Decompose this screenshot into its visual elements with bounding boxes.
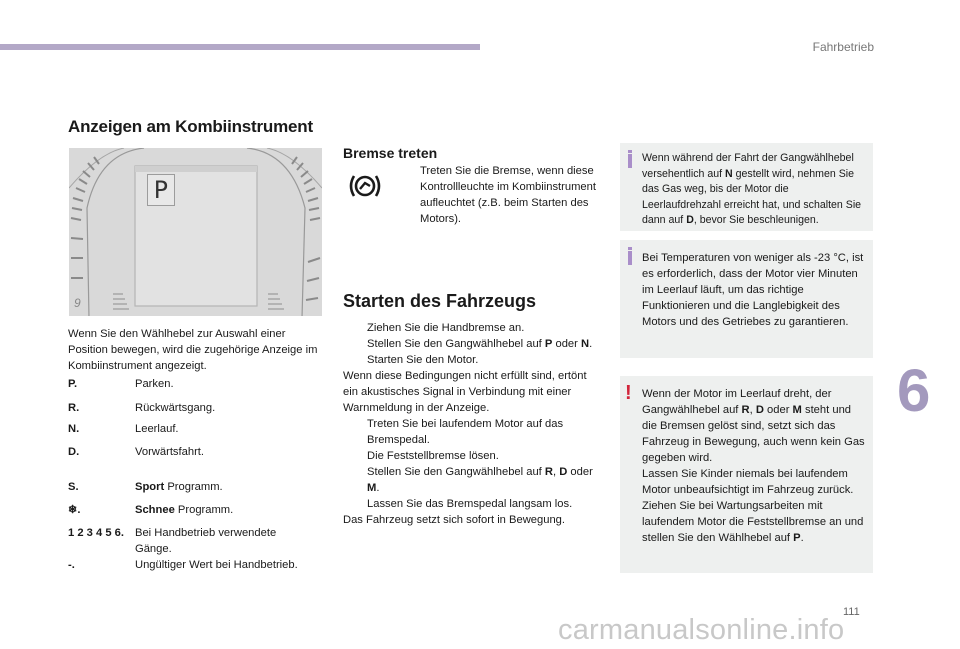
intro-text: Wenn Sie den Wählhebel zur Auswahl einer Position bewegen, wird die zugehörige Anzeige im Kombiinstrument angezeigt.	[68, 328, 318, 372]
page-title: Anzeigen am Kombiinstrument	[68, 117, 313, 136]
start-step-2: Stellen Sie den Gangwählhebel auf P oder N.	[367, 338, 593, 350]
gear-value: Ungültiger Wert bei Handbetrieb.	[135, 559, 298, 571]
watermark: carmanualsonline.info	[558, 614, 845, 646]
start-paragraph-1: Wenn diese Bedingungen nicht erfüllt sind, ertönt ein akustisches Signal in Verbindung mit einer Warnmeldung in der Anzeige.	[343, 370, 587, 414]
brake-text: Treten Sie die Bremse, wenn diese Kontrollleuchte im Kombiinstrument aufleuchtet (z.B. beim Starten des Motors).	[420, 165, 596, 225]
start-paragraph-2: Das Fahrzeug setzt sich sofort in Bewegung.	[343, 514, 565, 526]
info-note-text: Bei Temperaturen von weniger als -23 °C, ist es erforderlich, dass der Motor vier Minuten im Leerlauf läuft, um das richtige Funktionieren und die Langlebigkeit des Motors und des Getriebes zu garantieren.	[642, 252, 864, 328]
brake-heading: Bremse treten	[343, 145, 438, 161]
gear-value: Vorwärtsfahrt.	[135, 446, 205, 458]
warning-note-text: Wenn der Motor im Leerlauf dreht, der Gangwählhebel auf R, D oder M steht und die Bremsen gelöst sind, setzt sich das Fahrzeug in Bewegung, auch wenn kein Gas gegeben wird. Lassen Sie Kinder niemals bei laufendem Motor unbeaufsichtigt im Fahrzeug zurück. Ziehen Sie bei Wartungsarbeiten mit laufendem Motor die Feststellbremse an und stellen Sie den Wählhebel auf P.	[642, 386, 867, 546]
warning-paragraph-2: Lassen Sie Kinder niemals bei laufendem Motor unbeaufsichtigt im Fahrzeug zurück.	[642, 468, 854, 496]
start-step-4: Treten Sie bei laufendem Motor auf das Bremspedal.	[367, 418, 564, 446]
gear-key: -.	[68, 559, 75, 571]
instrument-cluster-image	[69, 148, 322, 316]
warning-icon: !	[625, 382, 632, 404]
gear-value-rest: Programm.	[164, 481, 223, 493]
start-step-1: Ziehen Sie die Handbremse an.	[367, 322, 525, 334]
start-body	[343, 320, 603, 528]
chapter-tab-number: 6	[897, 357, 931, 424]
start-step-3: Starten Sie den Motor.	[367, 354, 479, 366]
gear-value: Rückwärtsgang.	[135, 402, 216, 414]
section-label: Fahrbetrieb	[812, 40, 874, 54]
gear-value	[135, 502, 320, 518]
instrument-cluster-drawing	[69, 148, 322, 316]
gear-value: Leerlauf.	[135, 423, 179, 435]
page-number: 111	[843, 606, 860, 618]
snowflake-icon: ❄.	[68, 504, 81, 516]
gear-value-bold: Sport	[135, 481, 165, 493]
warning-paragraph-3: Ziehen Sie bei Wartungsarbeiten mit laufendem Motor die Feststellbremse an und stellen Sie den Wählhebel auf P.	[642, 500, 864, 544]
gear-value-rest: Programm.	[174, 504, 234, 516]
info-note-neutral-gear	[620, 143, 873, 231]
gear-value: Bei Handbetrieb verwendete Gänge.	[135, 527, 277, 555]
gear-key: D.	[68, 446, 80, 458]
info-note-cold-temperature	[620, 240, 873, 358]
gear-indicator-char: P	[153, 176, 169, 204]
gear-value	[135, 479, 320, 495]
dial-digit: 9	[74, 296, 81, 310]
start-step-7: Lassen Sie das Bremspedal langsam los.	[367, 498, 573, 510]
gear-indicator-box	[147, 174, 175, 206]
gear-key: P.	[68, 378, 78, 390]
start-step-6: Stellen Sie den Gangwählhebel auf R, D oder M.	[367, 466, 593, 494]
header-accent-bar	[0, 44, 480, 50]
gear-value-bold: Schnee	[135, 504, 175, 516]
gear-key: 1 2 3 4 5 6.	[68, 527, 124, 539]
gear-key: N.	[68, 423, 80, 435]
info-icon	[628, 251, 632, 265]
gear-key: R.	[68, 402, 80, 414]
brake-warning-icon	[348, 172, 382, 200]
gear-value: Parken.	[135, 378, 174, 390]
start-step-5: Die Feststellbremse lösen.	[367, 450, 499, 462]
info-note-text: Wenn während der Fahrt der Gangwählhebel versehentlich auf N gestellt wird, nehmen Sie das Gas weg, bis der Motor die Leerlaufdrehzahl erreicht hat, und schalten Sie dann auf D, bevor Sie beschleunigen.	[642, 152, 862, 226]
warning-note-idle	[620, 376, 873, 573]
gear-key: S.	[68, 481, 79, 493]
info-icon	[628, 154, 632, 168]
start-heading: Starten des Fahrzeugs	[343, 291, 537, 311]
